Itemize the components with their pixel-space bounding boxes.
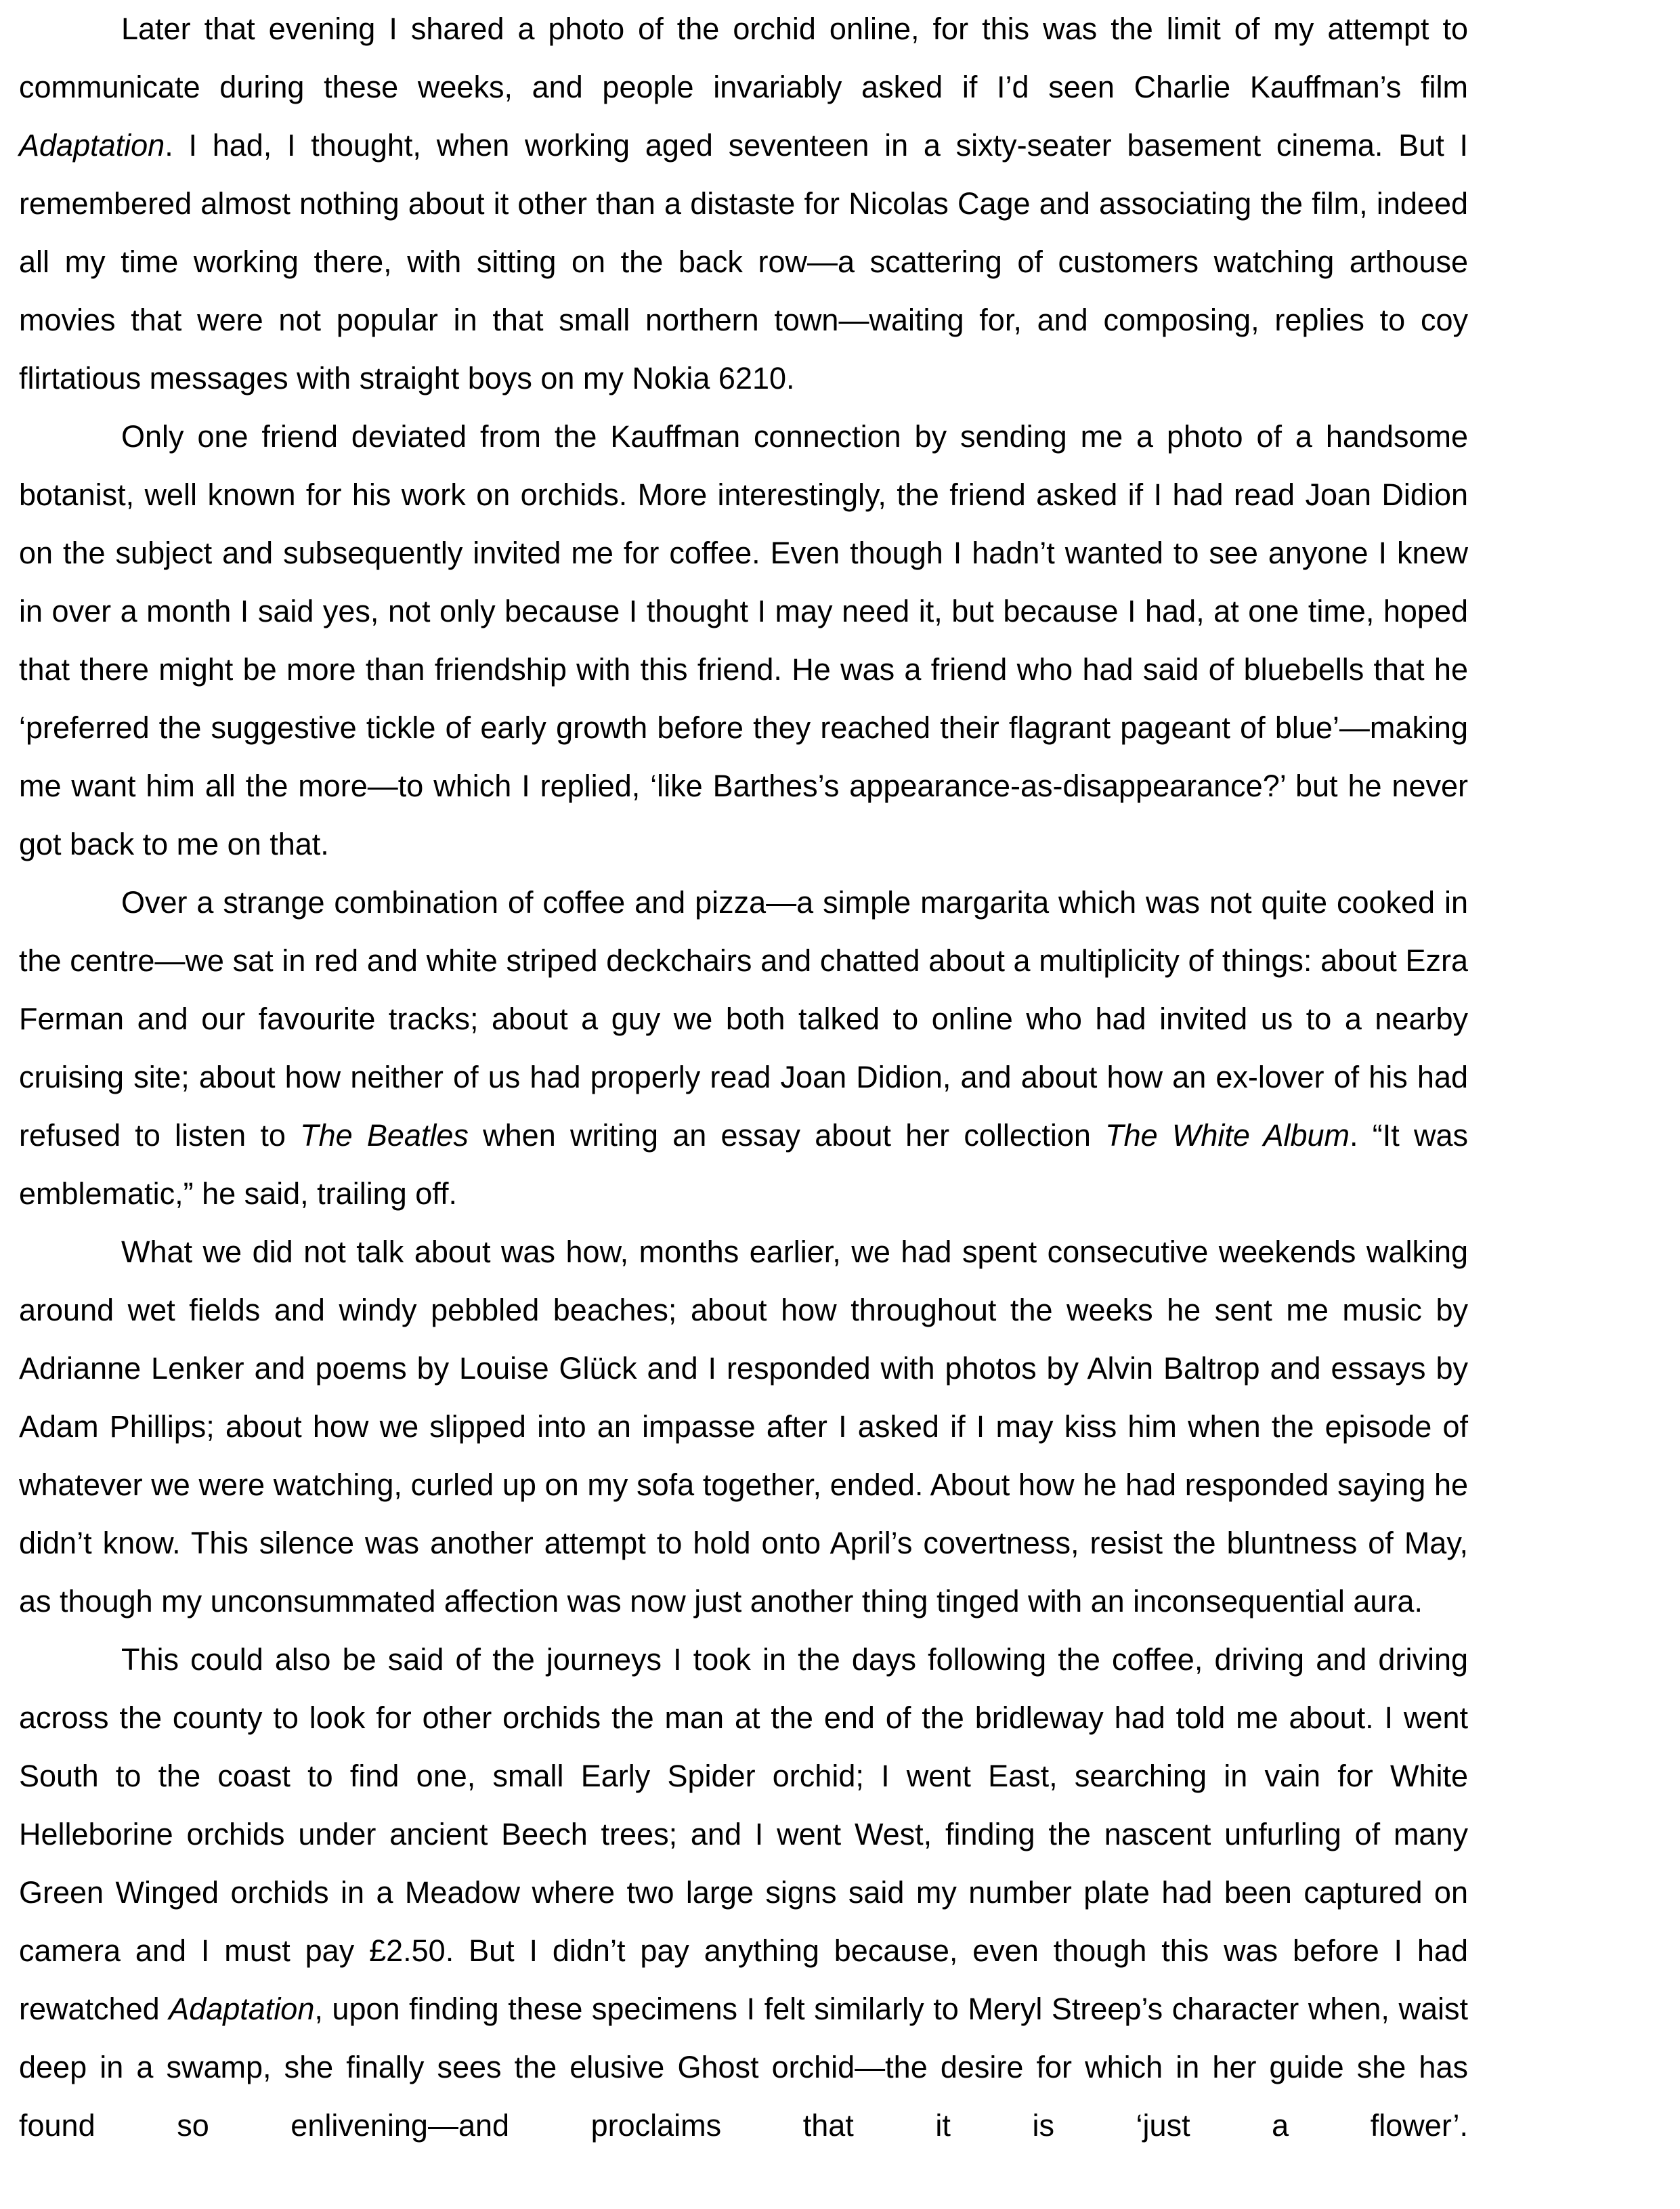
paragraph-text: Only one friend deviated from the Kauffman connection by sending me a photo of a handsome botanist, well known for his work on orchids. More interestingly, the friend asked if I had read Joan Didion on the subject and subsequently invited me for coffee. Even though I hadn’t wanted to see anyone I knew in over a month I said yes, not only because I thought I may need it, but because I had, at one time, hoped that there might be more than friendship with this friend. He was a friend who had said of bluebells that he ‘preferred the suggestive tickle of early growth before they reached their flagrant pageant of blue’—making me want him all the more—to which I replied, ‘like Barthes’s appearance-as-disappearance?’ but he never got back to me on that. bbox=[19, 419, 1468, 861]
paragraph-4 bbox=[19, 1223, 1468, 1631]
paragraph-text: , upon finding these specimens I felt similarly to Meryl Streep’s character when, waist deep in a swamp, she finally sees the elusive Ghost orchid—the desire for which in her guide she has found so enlivening—and proclaims that it is ‘just a flower’. bbox=[19, 1992, 1469, 2143]
paragraph-text: Later that evening I shared a photo of the orchid online, for this was the limit of my attempt to communicate during these weeks, and people invariably asked if I’d seen Charlie Kauffman’s film bbox=[19, 12, 1468, 104]
paragraph-text: when writing an essay about her collection bbox=[468, 1118, 1106, 1153]
paragraph-2 bbox=[19, 408, 1468, 874]
italic-band-name: The Beatles bbox=[300, 1118, 469, 1153]
paragraph-text: . “It was emblematic,” he said, trailing off. bbox=[19, 1118, 1468, 1211]
paragraph-text: Over a strange combination of coffee and pizza—a simple margarita which was not quite cooked in the centre—we sat in red and white striped deckchairs and chatted about a multiplicity of things: about Ezra Ferman and our favourite tracks; about a guy we both talked to online who had invited us to a nearby cruising site; about how neither of us had properly read Joan Didion, and about how an ex-lover of his had refused to listen to bbox=[19, 885, 1468, 1153]
italic-film-title: Adaptation bbox=[169, 1992, 315, 2026]
paragraph-3 bbox=[19, 874, 1468, 1223]
paragraph-5 bbox=[19, 1631, 1468, 2155]
italic-book-title: The White Album bbox=[1105, 1118, 1350, 1153]
italic-film-title: Adaptation bbox=[19, 128, 165, 163]
document-page bbox=[19, 0, 1468, 2155]
paragraph-1 bbox=[19, 0, 1468, 408]
paragraph-text: . I had, I thought, when working aged seventeen in a sixty-seater basement cinema. But I remembered almost nothing about it other than a distaste for Nicolas Cage and associating the film, indeed all my time working there, with sitting on the back row—a scattering of customers watching arthouse movies that were not popular in that small northern town—waiting for, and composing, replies to coy flirtatious messages with straight boys on my Nokia 6210. bbox=[19, 128, 1468, 395]
paragraph-text: What we did not talk about was how, months earlier, we had spent consecutive weekends walking around wet fields and windy pebbled beaches; about how throughout the weeks he sent me music by Adrianne Lenker and poems by Louise Glück and I responded with photos by Alvin Baltrop and essays by Adam Phillips; about how we slipped into an impasse after I asked if I may kiss him when the episode of whatever we were watching, curled up on my sofa together, ended. About how he had responded saying he didn’t know. This silence was another attempt to hold onto April’s covertness, resist the bluntness of May, as though my unconsummated affection was now just another thing tinged with an inconsequential aura. bbox=[19, 1235, 1468, 1618]
paragraph-text: This could also be said of the journeys I took in the days following the coffee, driving and driving across the county to look for other orchids the man at the end of the bridleway had told me about. I went South to the coast to find one, small Early Spider orchid; I went East, searching in vain for White Helleborine orchids under ancient Beech trees; and I went West, finding the nascent unfurling of many Green Winged orchids in a Meadow where two large signs said my number plate had been captured on camera and I must pay £2.50. But I didn’t pay anything because, even though this was before I had rewatched bbox=[19, 1642, 1468, 2026]
